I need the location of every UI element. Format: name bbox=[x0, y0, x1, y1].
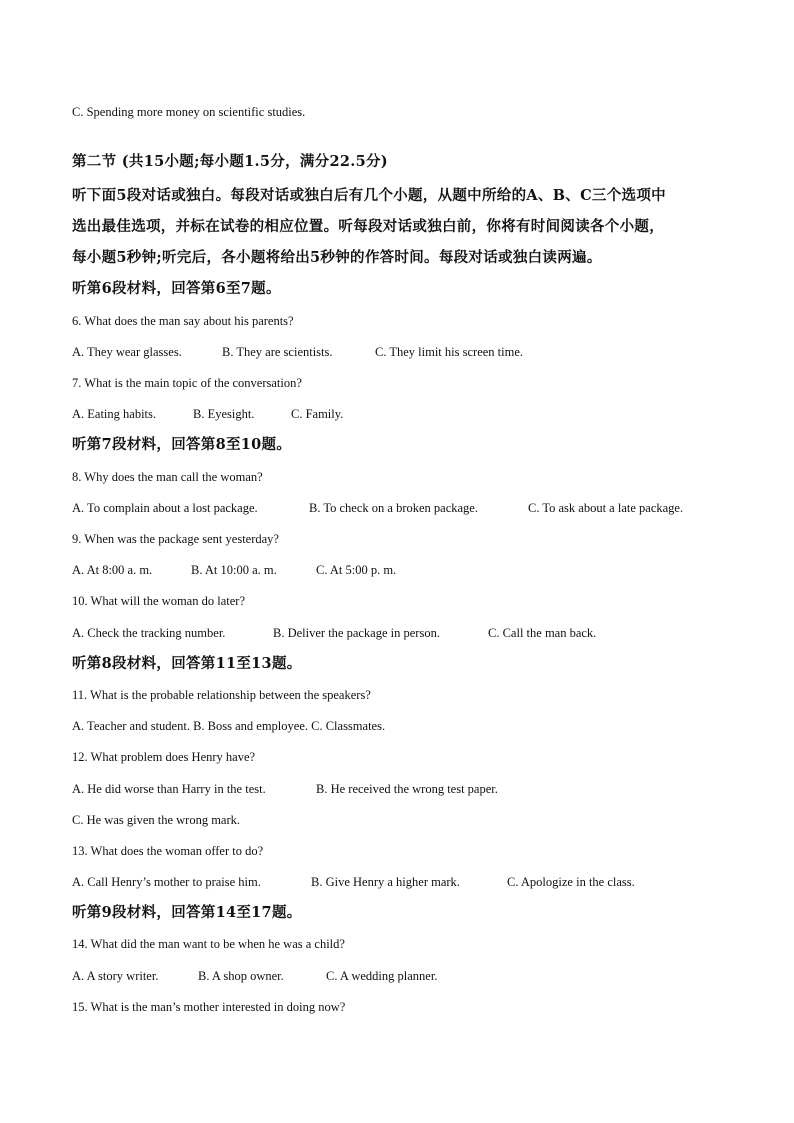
q15-stem: 15. What is the man’s mother interested in doing now? bbox=[72, 1000, 346, 1014]
q13-option-b: B. Give Henry a higher mark. bbox=[311, 875, 460, 889]
q6-option-a: A. They wear glasses. bbox=[72, 345, 182, 359]
q14-options bbox=[72, 968, 437, 984]
q13-options bbox=[72, 874, 635, 890]
q13-stem: 13. What does the woman offer to do? bbox=[72, 844, 264, 858]
q12-option-b: B. He received the wrong test paper. bbox=[316, 782, 498, 796]
q9-option-c: C. At 5:00 p. m. bbox=[316, 563, 397, 577]
q12-stem: 12. What problem does Henry have? bbox=[72, 750, 256, 764]
q8-options bbox=[72, 500, 683, 516]
q9-stem: 9. When was the package sent yesterday? bbox=[72, 532, 279, 546]
q14-option-c: C. A wedding planner. bbox=[326, 969, 438, 983]
passage7-heading: 听第7段材料，回答第8至10题。 bbox=[72, 436, 292, 453]
q14-stem: 14. What did the man want to be when he was a child? bbox=[72, 937, 345, 951]
q13-option-a: A. Call Henry’s mother to praise him. bbox=[72, 875, 261, 889]
q12-options-ab bbox=[72, 781, 498, 797]
q12-option-c: C. He was given the wrong mark. bbox=[72, 813, 241, 827]
q6-stem: 6. What does the man say about his parents? bbox=[72, 314, 294, 328]
q10-stem: 10. What will the woman do later? bbox=[72, 594, 245, 608]
q9-options bbox=[72, 562, 396, 578]
instructions-line-2: 选出最佳选项，并标在试卷的相应位置。听每段对话或独白前，你将有时间阅读各个小题， bbox=[72, 218, 664, 235]
passage8-heading: 听第8段材料，回答第11至13题。 bbox=[72, 655, 302, 672]
q14-option-a: A. A story writer. bbox=[72, 969, 159, 983]
passage6-heading: 听第6段材料，回答第6至7题。 bbox=[72, 280, 281, 297]
q9-option-a: A. At 8:00 a. m. bbox=[72, 563, 153, 577]
instructions-line-3: 每小题5秒钟;听完后，各小题将给出5秒钟的作答时间。每段对话或独白读两遍。 bbox=[72, 249, 602, 266]
q7-option-b: B. Eyesight. bbox=[193, 407, 255, 421]
q5-option-c: C. Spending more money on scientific studies. bbox=[72, 105, 306, 119]
section-heading: 第二节 (共15小题;每小题1.5分，满分22.5分) bbox=[72, 153, 388, 170]
q14-option-b: B. A shop owner. bbox=[198, 969, 284, 983]
passage9-heading: 听第9段材料，回答第14至17题。 bbox=[72, 904, 302, 921]
q8-option-b: B. To check on a broken package. bbox=[309, 501, 478, 515]
q7-stem: 7. What is the main topic of the conversation? bbox=[72, 376, 302, 390]
q10-option-c: C. Call the man back. bbox=[488, 626, 597, 640]
q8-stem: 8. Why does the man call the woman? bbox=[72, 470, 263, 484]
instructions-line-1: 听下面5段对话或独白。每段对话或独白后有几个小题，从题中所给的A、B、C三个选项中 bbox=[72, 187, 666, 204]
q11-stem: 11. What is the probable relationship between the speakers? bbox=[72, 688, 371, 702]
q6-option-b: B. They are scientists. bbox=[222, 345, 333, 359]
q12-option-a: A. He did worse than Harry in the test. bbox=[72, 782, 266, 796]
q8-option-c: C. To ask about a late package. bbox=[528, 501, 684, 515]
q9-option-b: B. At 10:00 a. m. bbox=[191, 563, 277, 577]
q11-options: A. Teacher and student. B. Boss and employee. C. Classmates. bbox=[72, 719, 386, 733]
q7-option-a: A. Eating habits. bbox=[72, 407, 157, 421]
q7-option-c: C. Family. bbox=[291, 407, 344, 421]
q6-option-c: C. They limit his screen time. bbox=[375, 345, 524, 359]
q10-option-a: A. Check the tracking number. bbox=[72, 626, 226, 640]
q7-options bbox=[72, 406, 343, 422]
q10-option-b: B. Deliver the package in person. bbox=[273, 626, 440, 640]
q6-options bbox=[72, 344, 523, 360]
q10-options bbox=[72, 625, 596, 641]
q13-option-c: C. Apologize in the class. bbox=[507, 875, 635, 889]
q8-option-a: A. To complain about a lost package. bbox=[72, 501, 258, 515]
